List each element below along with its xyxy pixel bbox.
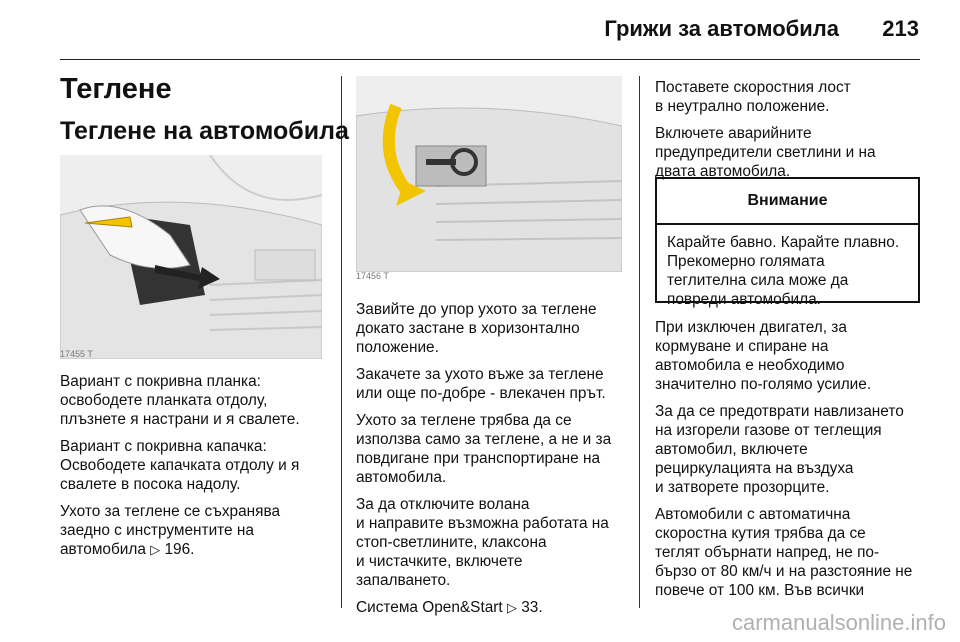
- col2-paragraph-3: Ухото за теглене трябва да се използва само за теглене, а не и за повдигане при транспортиране на автомобила.: [356, 412, 612, 486]
- page-header-title: Грижи за автомобила: [604, 16, 839, 41]
- warning-callout: [655, 177, 920, 308]
- col2-paragraph-5: [356, 598, 624, 617]
- col3-paragraph-2: Включете аварийните предупредители светлини и на двата автомобила.: [655, 125, 876, 180]
- section-title: Теглене: [60, 73, 172, 105]
- page-reference-arrow-icon: ▷: [506, 600, 517, 615]
- bumper-cover-drawing: [60, 155, 322, 359]
- page-number: 213: [882, 16, 919, 41]
- page-reference-arrow-icon: ▷: [150, 542, 161, 557]
- column-divider-2: [639, 76, 640, 608]
- towing-eye-drawing: [356, 76, 622, 272]
- section-subtitle: Теглене на автомобила: [60, 117, 349, 145]
- illustration-bumper-cover: [60, 155, 322, 359]
- warning-callout-text: Карайте бавно. Карайте плавно. Прекомерно голямата теглителна сила може да повреди автомобила.: [667, 234, 900, 308]
- column-2: [356, 300, 624, 617]
- col3-paragraph-5: Автомобили с автоматична скоростна кутия трябва да се теглят обърнати напред, не по- бързо от 80 км/ч и на разстояние не повече от 100 км. Във всички: [655, 506, 913, 599]
- column-divider-1: [341, 76, 342, 608]
- col2-paragraph-5-text: Система Open&Start: [356, 599, 503, 616]
- col3-paragraph-1: Поставете скоростния лост в неутрално положение.: [655, 79, 851, 115]
- header-rule: [60, 59, 920, 60]
- col1-page-ref[interactable]: 196.: [164, 541, 195, 558]
- column-3-bottom: [655, 318, 923, 600]
- column-1: [60, 372, 330, 559]
- col2-paragraph-2: Закачете за ухото въже за теглене или още по-добре - влекачен прът.: [356, 366, 606, 402]
- col2-paragraph-4: За да отключите волана и направите възможна работата на стоп-светлините, клаксона и чистачките, включете запалването.: [356, 496, 609, 589]
- col2-paragraph-1: Завийте до упор ухото за теглене докато застане в хоризонтално положение.: [356, 301, 597, 356]
- watermark: carmanualsonline.info: [731, 610, 946, 635]
- col1-paragraph-1: Вариант с покривна планка: освободете планката отдолу, плъзнете я настрани и я свалете.: [60, 373, 300, 428]
- col3-paragraph-3: При изключен двигател, за кормуване и спиране на автомобила е необходимо значително по-голямо усилие.: [655, 319, 872, 393]
- illustration-towing-eye: [356, 76, 622, 272]
- col2-page-ref[interactable]: 33.: [521, 599, 543, 616]
- col1-paragraph-2: Вариант с покривна капачка: Освободете капачката отдолу и я свалете в посока надолу.: [60, 438, 300, 493]
- column-3-top: [655, 78, 923, 181]
- warning-callout-title: Внимание: [657, 179, 918, 225]
- col1-paragraph-3: [60, 502, 330, 559]
- col1-paragraph-3-text: Ухото за теглене се съхранява заедно с инструментите на автомобила: [60, 503, 281, 558]
- figure-code-1: 17455 T: [60, 349, 93, 359]
- col3-paragraph-4: За да се предотврати навлизането на изгорели газове от теглещия автомобил, включете рециркулацията на въздуха и затворете прозорците.: [655, 403, 904, 496]
- figure-code-2: 17456 T: [356, 271, 389, 281]
